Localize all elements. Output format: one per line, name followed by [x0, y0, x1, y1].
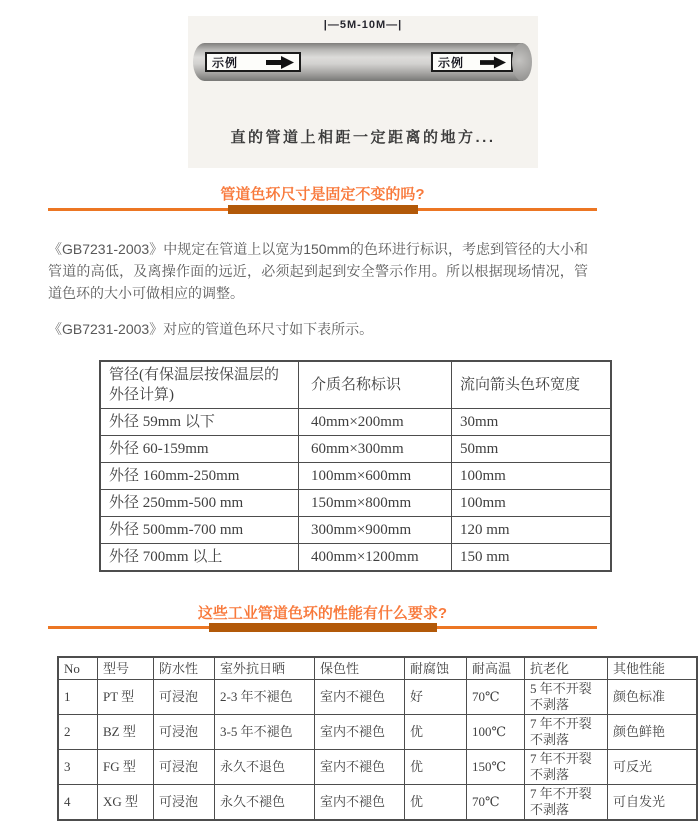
table-cell: 70℃	[467, 785, 525, 821]
column-header: 管径(有保温层按保温层的外径计算)	[100, 361, 299, 409]
table-cell: 70℃	[467, 680, 525, 715]
column-header: 室外抗日晒	[215, 657, 315, 680]
column-header: No	[58, 657, 98, 680]
illustration-caption: 直的管道上相距一定距离的地方...	[230, 129, 496, 146]
table-cell: 40mm×200mm	[299, 409, 452, 436]
table-cell: 150 mm	[452, 544, 612, 572]
table-cell: 可浸泡	[154, 750, 215, 785]
table-cell: 可浸泡	[154, 680, 215, 715]
dimension-label: |—5M-10M—|	[323, 19, 403, 31]
pipe-graphic	[193, 43, 523, 81]
table-cell: 室内不褪色	[315, 750, 405, 785]
table-cell: 可浸泡	[154, 785, 215, 821]
table-cell: XG 型	[98, 785, 154, 821]
table-cell: 外径 60-159mm	[100, 436, 299, 463]
table-cell: 颜色鲜艳	[608, 715, 698, 750]
table-cell: 5 年不开裂 不剥落	[525, 680, 608, 715]
table-cell: 60mm×300mm	[299, 436, 452, 463]
table-cell: 优	[405, 715, 467, 750]
column-header: 型号	[98, 657, 154, 680]
table-row	[100, 436, 611, 463]
table-cell: 7 年不开裂 不剥落	[525, 750, 608, 785]
table-cell: 室内不褪色	[315, 715, 405, 750]
table-cell: 120 mm	[452, 517, 612, 544]
column-header: 耐高温	[467, 657, 525, 680]
table-cell: 可浸泡	[154, 715, 215, 750]
table-row	[58, 680, 697, 715]
table-cell: 100mm	[452, 463, 612, 490]
section2-heading: 这些工业管道色环的性能有什么要求?	[197, 605, 448, 622]
table-cell: 优	[405, 785, 467, 821]
table-cell: 外径 250mm-500 mm	[100, 490, 299, 517]
table-row	[58, 785, 697, 821]
table-cell: 2-3 年不褪色	[215, 680, 315, 715]
divider-thick-bar	[228, 205, 418, 214]
table-row	[100, 490, 611, 517]
table-cell: BZ 型	[98, 715, 154, 750]
table-cell: 外径 59mm 以下	[100, 409, 299, 436]
table-cell: 外径 700mm 以上	[100, 544, 299, 572]
column-header: 保色性	[315, 657, 405, 680]
table-row	[100, 463, 611, 490]
column-header: 流向箭头色环宽度	[452, 361, 612, 409]
pipe-illustration	[188, 16, 538, 168]
table-cell: 30mm	[452, 409, 612, 436]
table-cell: 300mm×900mm	[299, 517, 452, 544]
flow-arrow-icon	[266, 56, 294, 69]
column-header: 耐腐蚀	[405, 657, 467, 680]
table-cell: 外径 500mm-700 mm	[100, 517, 299, 544]
table-cell: 外径 160mm-250mm	[100, 463, 299, 490]
table-cell: 好	[405, 680, 467, 715]
table-cell: 可自发光	[608, 785, 698, 821]
pipe-example-plate	[431, 52, 513, 72]
example-label: 示例	[438, 55, 465, 70]
table-cell: 100℃	[467, 715, 525, 750]
section1-heading: 管道色环尺寸是固定不变的吗?	[220, 186, 425, 203]
body-paragraph-1: 《GB7231-2003》中规定在管道上以宽为150mm的色环进行标识，考虑到管径的大小和管道的高低，及离操作面的远近，必须起到起到安全警示作用。所以根据现场情况，管道色环的大小可做相应的调整。	[48, 241, 588, 301]
table-row	[58, 715, 697, 750]
table-cell: 150mm×800mm	[299, 490, 452, 517]
column-header: 介质名称标识	[299, 361, 452, 409]
table-cell: 颜色标准	[608, 680, 698, 715]
table-cell: PT 型	[98, 680, 154, 715]
table-cell: 3-5 年不褪色	[215, 715, 315, 750]
table-cell: 2	[58, 715, 98, 750]
table-cell: 50mm	[452, 436, 612, 463]
table-cell: 7 年不开裂 不剥落	[525, 715, 608, 750]
table-cell: 室内不褪色	[315, 785, 405, 821]
table-cell: 100mm×600mm	[299, 463, 452, 490]
table-row	[100, 517, 611, 544]
color-ring-size-table	[99, 360, 612, 572]
pipe-example-plate	[205, 52, 301, 72]
table-row	[100, 409, 611, 436]
body-paragraph-2: 《GB7231-2003》对应的管道色环尺寸如下表所示。	[48, 321, 374, 337]
table-row	[58, 750, 697, 785]
pipe-endcap	[512, 43, 532, 81]
example-label: 示例	[212, 55, 239, 70]
table-cell: 室内不褪色	[315, 680, 405, 715]
table-cell: 100mm	[452, 490, 612, 517]
column-header: 抗老化	[525, 657, 608, 680]
header-row	[100, 361, 611, 409]
divider-thick-bar	[209, 623, 437, 632]
header-row	[58, 657, 697, 680]
table-row	[100, 544, 611, 572]
table-cell: 400mm×1200mm	[299, 544, 452, 572]
section2-divider	[48, 623, 597, 632]
table-cell: FG 型	[98, 750, 154, 785]
performance-table	[57, 656, 698, 821]
table-cell: 3	[58, 750, 98, 785]
table-cell: 1	[58, 680, 98, 715]
table-cell: 优	[405, 750, 467, 785]
table-cell: 可反光	[608, 750, 698, 785]
table-cell: 4	[58, 785, 98, 821]
column-header: 防水性	[154, 657, 215, 680]
table-cell: 7 年不开裂 不剥落	[525, 785, 608, 821]
column-header: 其他性能	[608, 657, 698, 680]
section1-divider	[48, 205, 597, 214]
table-cell: 150℃	[467, 750, 525, 785]
table-cell: 永久不褪色	[215, 785, 315, 821]
table-cell: 永久不退色	[215, 750, 315, 785]
flow-arrow-icon	[480, 56, 506, 69]
